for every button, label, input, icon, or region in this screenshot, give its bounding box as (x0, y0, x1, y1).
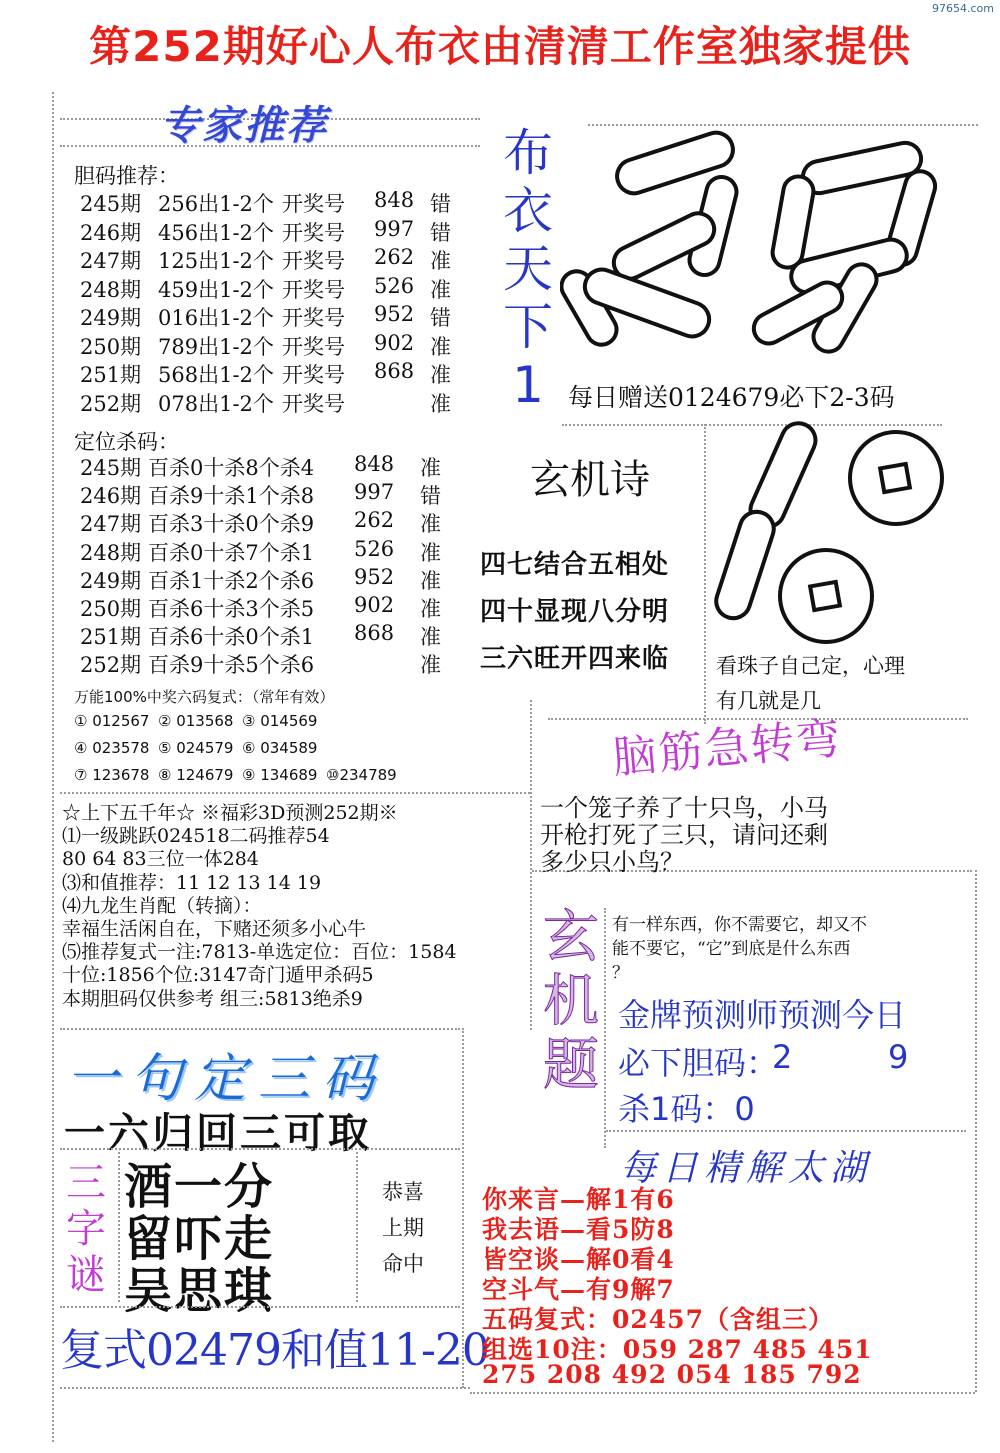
gift-text: 每日赠送0124679必下2-3码 (568, 383, 895, 412)
dan-pick: 789出1-2个 (158, 334, 274, 359)
riddle-label-text: 三字谜 (66, 1160, 106, 1298)
forecast-line: 十位:1856个位:3147奇门遁甲杀码5 (62, 964, 374, 987)
kill-pick: 百杀0十杀7个杀1 (148, 540, 315, 565)
forecast-line: 本期胆码仅供参考 组三:5813绝杀9 (62, 987, 363, 1010)
expert-heading: 专家推荐 (160, 103, 328, 149)
kill-result: 准 (420, 597, 441, 621)
gold-predictor: 金牌预测师预测今日 (618, 996, 907, 1034)
dan-period: 246期 (80, 220, 142, 245)
kill-number: 902 (354, 593, 395, 617)
combo-item: ⑧ 124679 (158, 766, 234, 784)
dan-number: 262 (374, 245, 415, 269)
dan-result: 错 (430, 220, 451, 245)
xuanjiti-riddle-line: ？ (612, 963, 629, 983)
dan-label-cell: 开奖号 (282, 249, 345, 273)
kill-pick: 百杀6十杀3个杀5 (148, 597, 315, 621)
xuanjiti-riddle-line: 有一样东西，你不需要它，却又不 (612, 915, 867, 935)
kill-label: 定位杀码： (74, 430, 179, 454)
dan-result: 错 (430, 306, 451, 330)
taihu-line: 275 208 492 054 185 792 (482, 1360, 862, 1389)
kill-period: 249期 (80, 568, 142, 593)
dan-pick: 568出1-2个 (158, 363, 274, 387)
taihu-line: 组选10注：059 287 485 451 (482, 1335, 873, 1364)
buyi-vertical (494, 124, 562, 414)
divider (606, 1130, 966, 1132)
dan-number: 868 (374, 359, 415, 383)
xuanjiti-label (538, 906, 604, 1098)
forecast-line: ⑷九龙生肖配（转摘）： (62, 894, 262, 917)
congrats-line: 上期 (382, 1216, 424, 1240)
dan-result: 错 (430, 192, 451, 216)
kill-result: 错 (420, 484, 441, 509)
forecast-line: ⑸推荐复式一注:7813-单选定位：百位：1584 (62, 941, 457, 964)
dan-line-label: 必下胆码： (618, 1044, 779, 1082)
kill-period: 250期 (80, 597, 142, 621)
kill-number: 526 (354, 536, 395, 561)
kill-period: 247期 (80, 512, 142, 537)
forecast-line: 幸福生活闲自在，下赌还须多小心牛 (62, 918, 367, 940)
kill-pick: 百杀0十杀8个杀4 (148, 456, 315, 480)
poem-line: 四十显现八分明 (480, 597, 670, 627)
beads-note-line: 有几就是几 (716, 689, 821, 713)
congrats-line: 恭喜 (382, 1180, 424, 1204)
divider (60, 1306, 460, 1308)
divider (356, 1152, 358, 1302)
kill-pick: 百杀1十杀2个杀6 (148, 568, 315, 593)
kill-result: 准 (420, 512, 441, 537)
dan-number: 848 (374, 188, 415, 212)
dan-label-cell: 开奖号 (282, 277, 345, 302)
divider (604, 908, 606, 1148)
yiju-heading: 一句定三码 (66, 1049, 387, 1109)
dan-result: 准 (430, 277, 451, 302)
kill-number: 848 (354, 452, 395, 476)
digit-9 (749, 140, 939, 357)
kill-pick: 百杀6十杀0个杀1 (148, 625, 315, 650)
combo-item: ④ 023578 (74, 739, 150, 757)
dan-period: 249期 (80, 306, 142, 330)
dan-pick: 125出1-2个 (158, 249, 274, 273)
dan-line (618, 1038, 909, 1084)
kill-pick: 百杀3十杀0个杀9 (148, 512, 315, 537)
dan-period: 250期 (80, 334, 142, 359)
combo-item: ⑥ 034589 (242, 739, 318, 757)
forecast-line: ☆上下五千年☆ ※福彩3D预测252期※ (62, 802, 398, 824)
dan-digit-1: 2 (772, 1038, 793, 1076)
kill-line (618, 1084, 755, 1130)
kill-period: 246期 (80, 484, 142, 509)
digits-29-graphic (560, 128, 960, 368)
kill-result: 准 (420, 625, 441, 650)
poem-line: 四七结合五相处 (480, 550, 670, 580)
naojin-line: 开枪打死了三只，请问还剩 (540, 821, 828, 849)
kill-period: 251期 (80, 625, 142, 650)
forecast-line: ⑶和值推荐：11 12 13 14 19 (62, 871, 322, 894)
forecast-line: ⑴一级跳跃024518二码推荐54 (62, 825, 330, 848)
site-watermark: 97654.com (932, 2, 994, 15)
xuanji-heading: 玄机诗 (530, 457, 650, 503)
taihu-line: 空斗气—有9解7 (482, 1275, 675, 1304)
dan-label-cell: 开奖号 (282, 334, 345, 359)
combo-item: ⑩234789 (326, 766, 397, 784)
combo-item: ③ 014569 (242, 712, 318, 730)
kill-result: 准 (420, 456, 441, 480)
divider (470, 1392, 975, 1394)
dan-period: 245期 (80, 192, 142, 216)
buyi-vertical-text: 布衣天下1 (503, 124, 553, 414)
riddle-line: 酒一分 (124, 1159, 275, 1215)
divider (60, 792, 530, 794)
beads-note-line: 看珠子自己定，心理 (716, 654, 905, 678)
dan-number: 997 (374, 216, 415, 241)
divider (588, 124, 978, 126)
kill-pick: 百杀9十杀5个杀6 (148, 653, 315, 678)
naojin-line: 一个笼子养了十只鸟，小马 (540, 794, 828, 822)
dan-result: 准 (430, 391, 451, 416)
combo-item: ⑨ 134689 (242, 766, 318, 784)
dan-result: 准 (430, 363, 451, 387)
combo-label: 万能100%中奖六码复式：（常年有效） (74, 688, 335, 706)
xuanjiti-label-text: 玄机题 (543, 905, 599, 1098)
dan-number: 952 (374, 302, 415, 326)
dan-pick: 256出1-2个 (158, 192, 274, 216)
kill-number: 997 (354, 480, 395, 505)
kill-period: 245期 (80, 456, 142, 480)
kill-period: 252期 (80, 653, 142, 678)
poem-line: 三六旺开四来临 (480, 644, 670, 674)
combo-item: ⑦ 123678 (74, 766, 150, 784)
kill-number: 262 (354, 508, 395, 533)
riddle-line: 吴思琪 (124, 1263, 275, 1319)
kill-number: 952 (354, 564, 395, 589)
kill-result: 准 (420, 568, 441, 593)
dan-label-cell: 开奖号 (282, 192, 345, 216)
dan-pick: 016出1-2个 (158, 306, 274, 330)
fushi-text: 复式02479和值11-20 (60, 1325, 489, 1376)
kill-digit: 0 (734, 1090, 755, 1128)
taihu-line: 皆空谈—解0看4 (482, 1245, 675, 1274)
dan-period: 247期 (80, 249, 142, 273)
dan-result: 准 (430, 249, 451, 273)
forecast-line: 80 64 83三位一体284 (62, 848, 259, 871)
taihu-heading: 每日精解太湖 (620, 1148, 873, 1189)
divider (60, 1028, 460, 1030)
divider (530, 700, 532, 1030)
dan-pick: 456出1-2个 (158, 220, 274, 245)
dan-number: 526 (374, 273, 415, 298)
dan-number: 902 (374, 330, 415, 355)
naojin-heading: 脑筋急转弯 (610, 713, 845, 784)
dan-label: 胆码推荐： (74, 164, 179, 188)
dan-label-cell: 开奖号 (282, 306, 345, 330)
dan-period: 248期 (80, 277, 142, 302)
divider (118, 1152, 120, 1302)
dan-label-cell: 开奖号 (282, 220, 345, 245)
taihu-line: 五码复式：02457（含组三） (482, 1305, 834, 1334)
dan-label-cell: 开奖号 (282, 391, 345, 416)
yiju-phrase: 一六归回三可取 (64, 1109, 372, 1157)
divider (975, 870, 977, 1392)
dan-period: 251期 (80, 363, 142, 387)
riddle-label (58, 1160, 114, 1298)
naojin-line: 多少只小鸟？ (540, 848, 684, 876)
kill-pick: 百杀9十杀1个杀8 (148, 484, 315, 509)
page-title: 第252期好心人布衣由清清工作室独家提供 (89, 22, 911, 71)
kill-result: 准 (420, 653, 441, 678)
kill-period: 248期 (80, 540, 142, 565)
divider (60, 1387, 470, 1389)
combo-item: ① 012567 (74, 712, 150, 730)
kill-result: 准 (420, 540, 441, 565)
combo-item: ⑤ 024579 (158, 739, 234, 757)
riddle-line: 留吓走 (124, 1211, 275, 1267)
congrats-line: 命中 (382, 1252, 424, 1276)
digit-2 (560, 128, 740, 350)
dan-result: 准 (430, 334, 451, 359)
kill-number: 868 (354, 621, 395, 646)
frame-left (52, 92, 54, 1442)
dan-pick: 459出1-2个 (158, 277, 274, 302)
beads-graphic (706, 420, 956, 650)
dan-label-cell: 开奖号 (282, 363, 345, 387)
taihu-line: 我去语—看5防8 (482, 1215, 675, 1244)
dan-pick: 078出1-2个 (158, 391, 274, 416)
taihu-line: 你来言—解1有6 (482, 1185, 675, 1214)
dan-digit-2: 9 (888, 1038, 909, 1076)
dan-period: 252期 (80, 391, 142, 416)
combo-item: ② 013568 (158, 712, 234, 730)
xuanjiti-riddle-line: 能不要它，“它”到底是什么东西 (612, 939, 851, 959)
kill-line-label: 杀1码： (618, 1090, 735, 1128)
